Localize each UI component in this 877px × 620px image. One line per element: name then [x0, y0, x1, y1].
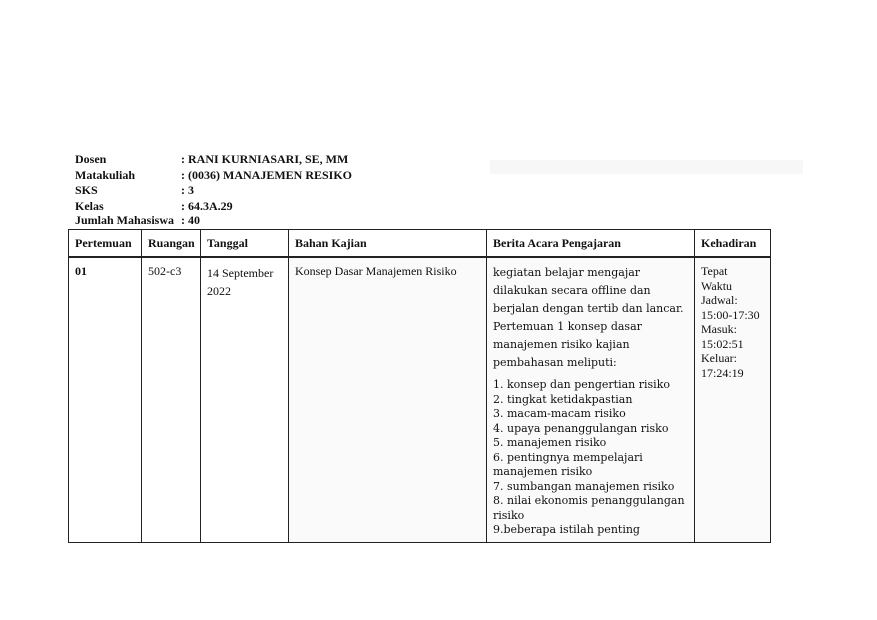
list-item: 2. tingkat ketidakpastian	[493, 392, 633, 406]
table-header-row	[69, 230, 771, 258]
list-item: 3. macam-macam risiko	[493, 407, 626, 420]
kehadiran-masuk-value: 15:02:51	[701, 336, 744, 351]
list-item: 5. manajemen risiko	[493, 436, 607, 449]
sks-row	[75, 183, 352, 199]
teaching-report-table	[68, 229, 771, 543]
col-header-berita-acara: Berita Acara Pengajaran	[487, 230, 695, 258]
matkul-value: : (0036) MANAJEMEN RESIKO	[181, 167, 352, 182]
berita-intro-text: kegiatan belajar mengajar dilakukan secara offline dan berjalan dengan tertib dan lancar. Pertemuan 1 konsep dasar manajemen risiko kajian pembahasan meliputi:	[493, 266, 684, 369]
pertemuan-cell: 01	[69, 257, 142, 542]
ruangan-cell: 502-c3	[142, 257, 201, 542]
list-item: 4. upaya penanggulangan risko	[493, 421, 669, 435]
matkul-row	[75, 168, 352, 184]
berita-topic-list	[493, 378, 688, 538]
dosen-value: : RANI KURNIASARI, SE, MM	[181, 152, 349, 166]
tanggal-cell	[201, 257, 289, 542]
kehadiran-jadwal-label: Jadwal:	[701, 293, 738, 307]
kehadiran-jadwal-value: 15:00-17:30	[701, 307, 760, 322]
bahan-kajian-cell: Konsep Dasar Manajemen Risiko	[289, 257, 487, 542]
col-header-ruangan: Ruangan	[142, 230, 201, 258]
tanggal-text: 14 September 2022	[207, 266, 274, 298]
col-header-bahan-kajian: Bahan Kajian	[289, 230, 487, 258]
berita-acara-cell	[487, 257, 695, 542]
list-item: 6. pentingnya mempelajari manajemen risiko	[493, 450, 643, 478]
list-item: 9.beberapa istilah penting	[493, 523, 640, 536]
table-row	[69, 257, 771, 542]
kehadiran-cell	[695, 257, 771, 542]
kehadiran-masuk-label: Masuk:	[701, 322, 737, 336]
list-item: 8. nilai ekonomis penanggulangan risiko	[493, 494, 685, 522]
sks-label: SKS	[75, 183, 98, 197]
col-header-pertemuan: Pertemuan	[69, 230, 142, 258]
kehadiran-status-line: Waktu	[701, 278, 733, 293]
kehadiran-keluar-value: 17:24:19	[701, 365, 744, 380]
list-item: 1. konsep dan pengertian risiko	[493, 378, 670, 391]
kehadiran-keluar-label: Keluar:	[701, 351, 737, 365]
dosen-row	[75, 152, 352, 168]
jumlah-value: : 40	[181, 213, 200, 227]
dosen-label: Dosen	[75, 152, 107, 166]
jumlah-row	[75, 214, 352, 226]
list-item: 7. sumbangan manajemen risiko	[493, 479, 675, 493]
kelas-label: Kelas	[75, 198, 104, 213]
kelas-value: : 64.3A.29	[181, 198, 233, 213]
sks-value: : 3	[181, 183, 194, 197]
kelas-row	[75, 199, 352, 215]
background-band	[490, 160, 803, 174]
col-header-tanggal: Tanggal	[201, 230, 289, 258]
jumlah-label: Jumlah Mahasiswa	[75, 213, 175, 227]
course-header	[75, 152, 352, 226]
col-header-kehadiran: Kehadiran	[695, 230, 771, 258]
matkul-label: Matakuliah	[75, 167, 136, 182]
kehadiran-status-line: Tepat	[701, 264, 728, 278]
